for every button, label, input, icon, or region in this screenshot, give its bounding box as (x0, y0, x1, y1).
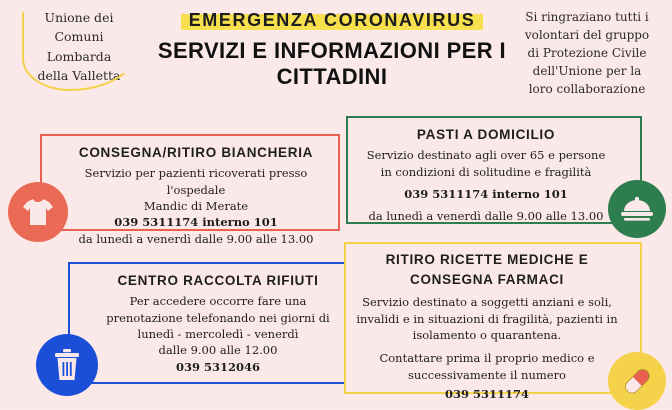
card-ricette-line-4: Contattare prima il proprio medico e (379, 351, 595, 366)
card-pasti-line-2: in condizioni di solitudine e fragilità (380, 164, 592, 179)
title-highlight-wrap (189, 10, 476, 31)
card-ricette-line-2: invalidi e in situazioni di fragilità, pazienti in (356, 311, 618, 326)
pill-icon (608, 352, 666, 410)
card-ricette-phone: 039 5311174 (444, 387, 530, 402)
card-rifiuti-line-1: Per accedere occorre fare una (129, 294, 307, 309)
card-ricette (344, 242, 642, 402)
card-rifiuti-line-2: prenotazione telefonando nei giorni di (106, 310, 330, 325)
card-pasti-hours: da lunedì a venerdì dalle 9.00 alle 13.00 (368, 209, 604, 224)
card-rifiuti-line-4: dalle 9.00 alle 12.00 (158, 343, 278, 358)
acknowledgement-line-3: di Protezione Civile (527, 46, 647, 60)
card-biancheria-hours: da lunedì a venerdì dalle 9.00 alle 13.00 (78, 231, 314, 246)
card-rifiuti (68, 262, 352, 384)
card-rifiuti-heading: CENTRO RACCOLTA RIFIUTI (117, 273, 319, 288)
card-biancheria-phone: 039 5311174 interno 101 (114, 215, 278, 230)
acknowledgement-line-5: loro collaborazione (528, 82, 646, 96)
acknowledgement-line-2: volontari del gruppo (524, 28, 650, 42)
card-pasti-phone: 039 5311174 interno 101 (404, 186, 568, 201)
card-ricette-line-1: Servizio destinato a soggetti anziani e soli, (362, 295, 612, 310)
title-line-2: SERVIZI E INFORMAZIONI PER I CITTADINI (157, 38, 507, 89)
organization-line-3: Lombarda (46, 48, 112, 64)
card-ricette-heading-line-1: RITIRO RICETTE MEDICHE E (385, 252, 589, 267)
card-biancheria-line-1: Servizio per pazienti ricoverati presso l'ospedale (84, 166, 308, 197)
title-line-1: EMERGENZA CORONAVIRUS (188, 10, 476, 30)
card-ricette-heading-line-2: CONSEGNA FARMACI (410, 272, 564, 288)
organization-line-2: Comuni (54, 29, 104, 45)
card-rifiuti-phone: 039 5312046 (175, 359, 261, 374)
trash-bin-icon (36, 334, 98, 396)
meal-tray-icon (608, 180, 666, 238)
card-biancheria-heading: CONSEGNA/RITIRO BIANCHERIA (78, 145, 314, 160)
card-pasti-heading: PASTI A DOMICILIO (416, 127, 556, 142)
card-biancheria-line-2: Mandic di Merate (143, 198, 249, 213)
organization-line-1: Unione dei (44, 10, 114, 25)
card-ricette-line-5: successivamente il numero (408, 367, 566, 382)
card-rifiuti-line-3: lunedì - mercoledì - venerdì (137, 326, 299, 341)
acknowledgement-line-1: Si ringraziano tutti i (525, 10, 649, 24)
organization-name (14, 8, 144, 86)
card-biancheria (40, 134, 340, 246)
tshirt-icon (8, 182, 68, 242)
organization-line-4: della Valletta (37, 68, 121, 84)
card-ricette-line-3: isolamento o quarantena. (412, 328, 562, 343)
acknowledgement-line-4: dell'Unione per la (532, 64, 642, 78)
page-title (128, 10, 536, 90)
card-pasti (346, 116, 642, 224)
card-pasti-line-1: Servizio destinato agli over 65 e persone (366, 148, 606, 163)
